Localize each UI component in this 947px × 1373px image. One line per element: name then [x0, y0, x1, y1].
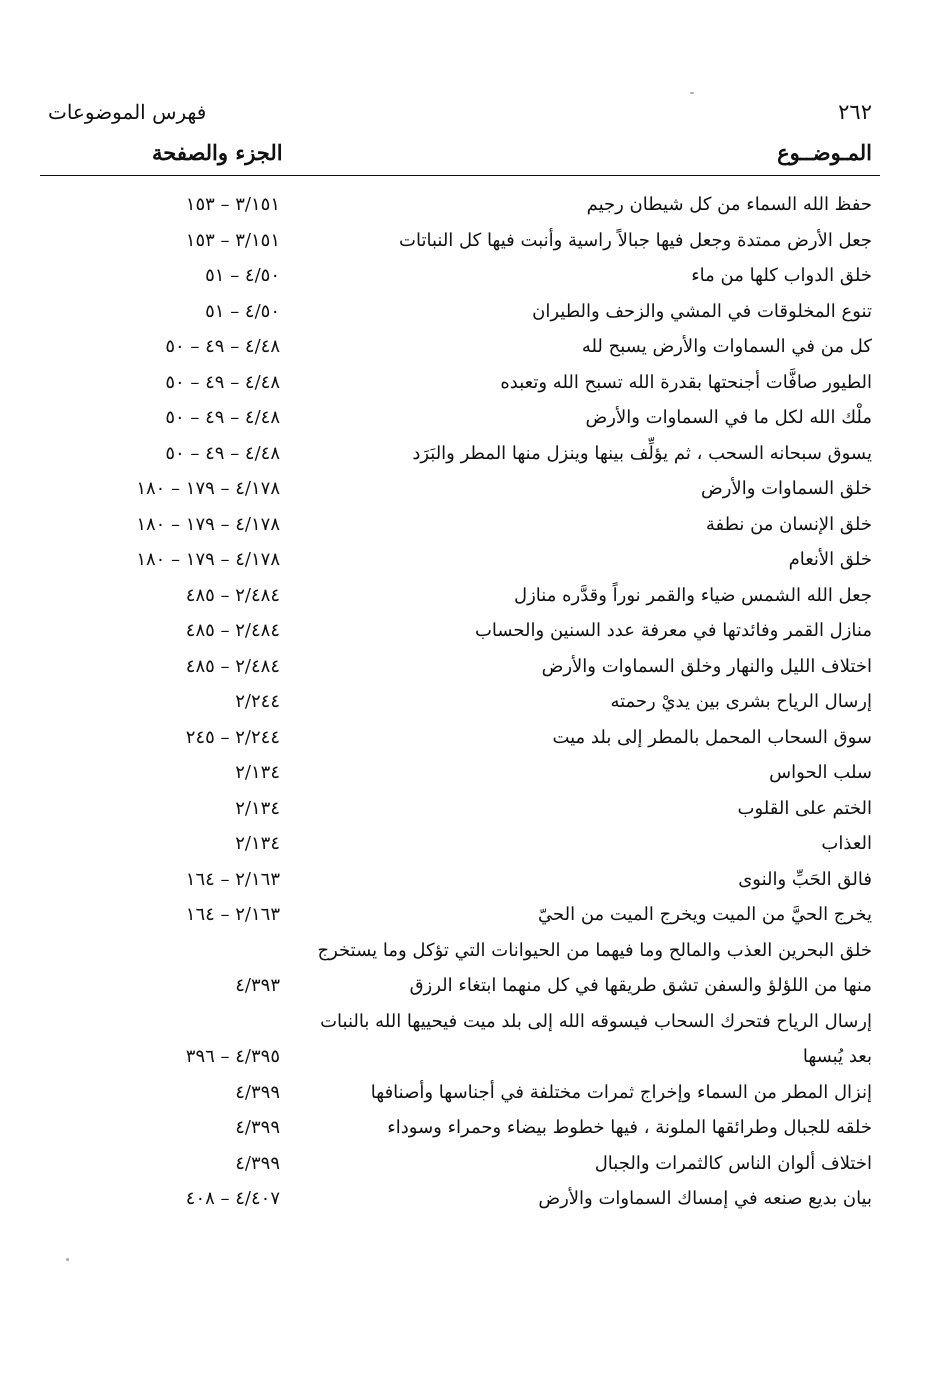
index-entry	[0, 1007, 947, 1043]
index-entry	[0, 368, 947, 404]
index-entry	[0, 758, 947, 794]
entry-reference: ٤/٤٨ – ٤٩ – ٥٠	[165, 336, 280, 357]
entry-reference: ٤/٣٩٩	[235, 1152, 280, 1174]
entry-topic: خلقه للجبال وطرائقها الملونة ، فيها خطوط بيضاء وحمراء وسوداء	[387, 1117, 872, 1138]
entry-topic: خلق السماوات والأرض	[700, 478, 872, 499]
entry-reference: ٤/٣٩٣	[235, 975, 280, 996]
index-entry	[0, 687, 947, 723]
entry-reference: ٢/١٣٤	[235, 833, 280, 854]
index-entry	[0, 652, 947, 688]
index-entry	[0, 723, 947, 759]
entry-reference: ٤/٤٨ – ٤٩ – ٥٠	[165, 371, 280, 393]
index-entry	[0, 794, 947, 830]
entry-topic: إرسال الرياح بشرى بين يديْ رحمته	[610, 691, 872, 712]
index-entry	[0, 865, 947, 901]
entry-topic: حفظ الله السماء من كل شيطان رجيم	[586, 194, 872, 215]
column-headers	[40, 140, 872, 170]
entry-topic: العذاب	[821, 833, 872, 854]
entry-topic: جعل الأرض ممتدة وجعل فيها جبالاً راسية وأنبت فيها كل النباتات	[399, 229, 872, 251]
entry-reference: ٤/٣٩٥ – ٣٩٦	[185, 1046, 280, 1067]
entry-topic: خلق البحرين العذب والمالح وما فيهما من الحيوانات التي تؤكل وما يستخرج	[317, 939, 872, 961]
entry-reference: ٤/٣٩٩	[235, 1081, 280, 1103]
index-entry	[0, 190, 947, 226]
entry-reference: ٣/١٥١ – ١٥٣	[185, 229, 280, 251]
index-entry	[0, 829, 947, 865]
index-entry	[0, 1042, 947, 1078]
entry-reference: ٣/١٥١ – ١٥٣	[185, 194, 280, 215]
entry-reference: ٤/٣٩٩	[235, 1117, 280, 1138]
entry-topic: بيان بديع صنعه في إمساك السماوات والأرض	[538, 1188, 872, 1209]
page-number: ٢٦٢	[838, 100, 872, 124]
entry-topic: سوق السحاب المحمل بالمطر إلى بلد ميت	[552, 726, 872, 748]
topic-column-header: المـوضــوع	[777, 140, 872, 165]
entry-reference: ٤/١٧٨ – ١٧٩ – ١٨٠	[136, 513, 280, 535]
index-entry	[0, 581, 947, 617]
entry-topic: فالق الحَبِّ والنوى	[738, 868, 872, 890]
entry-topic: كل من في السماوات والأرض يسبح لله	[581, 336, 872, 357]
entry-reference: ٢/٢٤٤	[235, 691, 280, 712]
entry-topic: يخرج الحيَّ من الميت ويخرج الميت من الحيّ	[537, 904, 872, 925]
entry-topic: الختم على القلوب	[737, 797, 872, 819]
index-entry	[0, 900, 947, 936]
index-entry	[0, 332, 947, 368]
entry-topic: اختلاف ألوان الناس كالثمرات والجبال	[594, 1152, 872, 1174]
running-title: فهرس الموضوعات	[48, 100, 207, 124]
page-header	[40, 100, 872, 130]
entry-topic: ملْك الله لكل ما في السماوات والأرض	[585, 407, 872, 428]
entry-topic: الطيور صافَّات أجنحتها بقدرة الله تسبح الله وتعبده	[500, 371, 872, 393]
entry-topic: يسوق سبحانه السحب ، ثم يؤلِّف بينها وينزل منها المطر والبَرَد	[412, 442, 872, 464]
index-entry	[0, 936, 947, 972]
header-divider	[40, 175, 880, 176]
index-entry	[0, 261, 947, 297]
entry-topic: بعد يُبسها	[802, 1046, 872, 1067]
index-entry	[0, 1113, 947, 1149]
entry-reference: ٢/١٣٤	[235, 762, 280, 783]
entry-reference: ٤/١٧٨ – ١٧٩ – ١٨٠	[136, 478, 280, 499]
entry-reference: ٤/٥٠ – ٥١	[205, 265, 280, 286]
entry-reference: ٢/٤٨٤ – ٤٨٥	[185, 584, 280, 606]
entry-reference: ٤/٥٠ – ٥١	[205, 300, 280, 322]
index-entry	[0, 1078, 947, 1114]
entry-topic: منازل القمر وفائدتها في معرفة عدد السنين والحساب	[474, 620, 872, 641]
entry-reference: ٤/٤٨ – ٤٩ – ٥٠	[165, 407, 280, 428]
index-entry	[0, 403, 947, 439]
entry-topic: اختلاف الليل والنهار وخلق السماوات والأرض	[541, 655, 872, 677]
entry-reference: ٤/١٧٨ – ١٧٩ – ١٨٠	[136, 549, 280, 570]
reference-column-header: الجزء والصفحة	[152, 140, 283, 165]
entry-reference: ٢/٢٤٤ – ٢٤٥	[185, 726, 280, 748]
entry-topic: تنوع المخلوقات في المشي والزحف والطيران	[532, 300, 872, 322]
index-entries	[0, 190, 947, 1220]
entry-reference: ٢/١٦٣ – ١٦٤	[185, 904, 280, 925]
index-entry	[0, 510, 947, 546]
entry-reference: ٢/١٦٣ – ١٦٤	[185, 868, 280, 890]
speck-mark	[66, 1258, 69, 1261]
index-entry	[0, 971, 947, 1007]
entry-reference: ٤/٤٠٧ – ٤٠٨	[185, 1188, 280, 1209]
entry-reference: ٢/١٣٤	[235, 797, 280, 819]
index-entry	[0, 474, 947, 510]
entry-topic: منها من اللؤلؤ والسفن تشق طريقها في كل منهما ابتغاء الرزق	[409, 975, 872, 996]
index-entry	[0, 226, 947, 262]
entry-topic: سلب الحواس	[769, 762, 872, 783]
index-entry	[0, 1149, 947, 1185]
entry-reference: ٢/٤٨٤ – ٤٨٥	[185, 620, 280, 641]
entry-topic: خلق الإنسان من نطفة	[705, 513, 872, 535]
speck-mark	[690, 92, 694, 94]
index-entry	[0, 545, 947, 581]
entry-reference: ٢/٤٨٤ – ٤٨٥	[185, 655, 280, 677]
index-entry	[0, 616, 947, 652]
entry-topic: جعل الله الشمس ضياء والقمر نوراً وقدَّره منازل	[514, 584, 872, 606]
index-entry	[0, 1184, 947, 1220]
entry-topic: إنزال المطر من السماء وإخراج ثمرات مختلفة في أجناسها وأصنافها	[370, 1081, 872, 1103]
index-entry	[0, 297, 947, 333]
index-entry	[0, 439, 947, 475]
entry-reference: ٤/٤٨ – ٤٩ – ٥٠	[165, 442, 280, 464]
entry-topic: خلق الأنعام	[788, 549, 872, 570]
entry-topic: إرسال الرياح فتحرك السحاب فيسوقه الله إلى بلد ميت فيحييها الله بالنبات	[320, 1010, 872, 1032]
entry-topic: خلق الدواب كلها من ماء	[691, 265, 872, 286]
